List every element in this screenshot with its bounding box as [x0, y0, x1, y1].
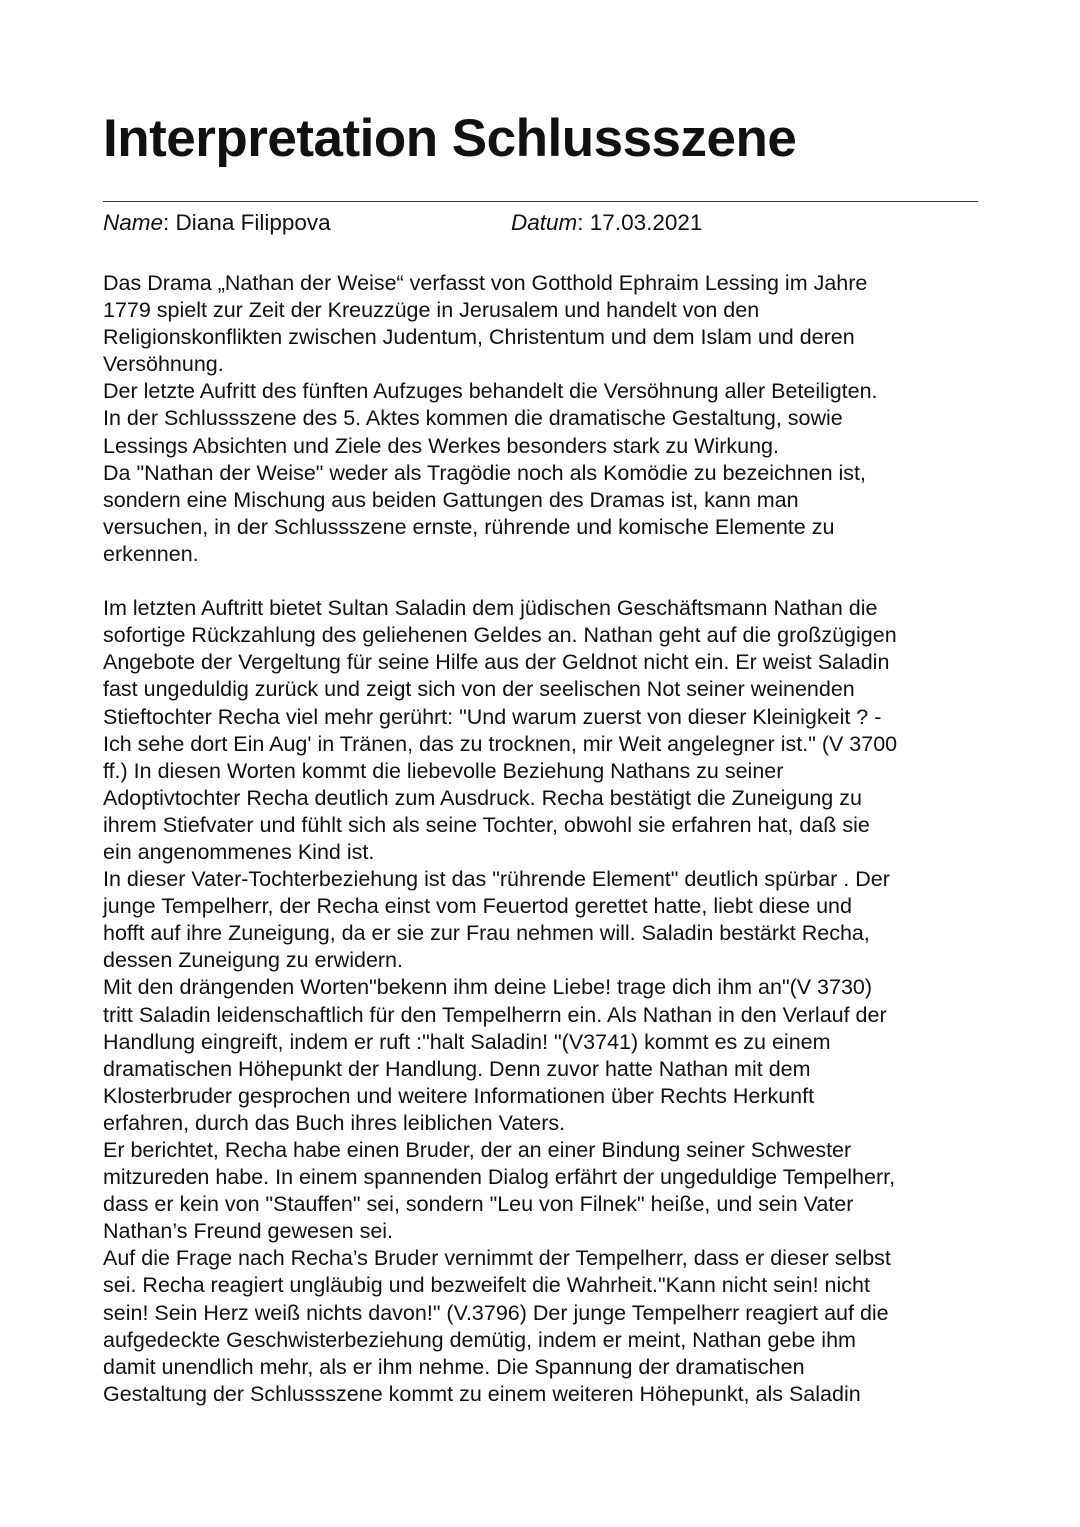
text-line: Im letzten Auftritt bietet Sultan Saladin dem jüdischen Geschäftsmann Nathan die [103, 596, 878, 621]
text-line: damit unendlich mehr, als er ihm nehme. Die Spannung der dramatischen [103, 1354, 805, 1379]
text-line: Versöhnung. [103, 352, 224, 377]
text-line: In der Schlussszene des 5. Aktes kommen die dramatische Gestaltung, sowie [103, 406, 843, 431]
text-line: Religionskonflikten zwischen Judentum, Christentum und dem Islam und deren [103, 325, 855, 350]
text-line: Angebote der Vergeltung für seine Hilfe aus der Geldnot nicht ein. Er weist Saladin [103, 650, 890, 675]
name-label: Name [103, 210, 164, 235]
text-line: Er berichtet, Recha habe einen Bruder, der an einer Bindung seiner Schwester [103, 1138, 852, 1162]
text-line: Adoptivtochter Recha deutlich zum Ausdruck. Recha bestätigt die Zuneigung zu [103, 785, 862, 810]
text-line: sondern eine Mischung aus beiden Gattungen des Dramas ist, kann man [103, 487, 799, 512]
text-line: 1779 spielt zur Zeit der Kreuzzüge in Jerusalem und handelt von den [103, 298, 760, 323]
date-field: Datum: 17.03.2021 [511, 210, 703, 235]
text-line: ein angenommenes Kind ist. [103, 839, 375, 864]
paragraph-gap [103, 568, 978, 595]
text-line: Klosterbruder gesprochen und weitere Informationen über Rechts Herkunft [103, 1083, 815, 1108]
text-line: Lessings Absichten und Ziele des Werkes besonders stark zu Wirkung. [103, 433, 779, 458]
text-line: versuchen, in der Schlussszene ernste, rührende und komische Elemente zu [103, 514, 835, 539]
text-line: Handlung eingreift, indem er ruft :"halt Saladin! "(V3741) kommt es zu einem [103, 1029, 831, 1054]
text-line: Da "Nathan der Weise" weder als Tragödie noch als Komödie zu bezeichnen ist, [103, 460, 867, 485]
text-line: ihrem Stiefvater und fühlt sich als seine Tochter, obwohl sie erfahren hat, daß sie [103, 812, 870, 837]
text-line: Auf die Frage nach Recha’s Bruder vernimmt der Tempelherr, dass er dieser selbst [103, 1246, 891, 1271]
text-line: In dieser Vater-Tochterbeziehung ist das "rührende Element" deutlich spürbar . Der [103, 867, 890, 892]
text-line: erfahren, durch das Buch ihres leiblichen Vaters. [103, 1110, 566, 1135]
text-line: Gestaltung der Schlussszene kommt zu einem weiteren Höhepunkt, als Saladin [103, 1381, 861, 1406]
text-line: Nathan’s Freund gewesen sei. [103, 1219, 394, 1244]
text-line: mitzureden habe. In einem spannenden Dialog erfährt der ungeduldige Tempelherr, [103, 1165, 896, 1190]
text-line: fast ungeduldig zurück und zeigt sich von der seelischen Not seiner weinenden [103, 677, 855, 702]
text-line: Der letzte Aufritt des fünften Aufzuges behandelt die Versöhnung aller Beteiligten. [103, 379, 878, 404]
text-line: erkennen. [103, 541, 199, 566]
name-field: Name: Diana Filippova [103, 210, 331, 235]
text-line: Ich sehe dort Ein Aug' in Tränen, das zu trocknen, mir Weit angelegner ist." (V 3700 [103, 731, 898, 756]
header-meta [103, 207, 978, 239]
text-line: hofft auf ihre Zuneigung, da er sie zur Frau nehmen will. Saladin bestärkt Recha, [103, 921, 870, 946]
text-line: sei. Recha reagiert ungläubig und bezweifelt die Wahrheit."Kann nicht sein! nicht [103, 1273, 870, 1298]
text-line: ff.) In diesen Worten kommt die liebevolle Beziehung Nathans zu seiner [103, 758, 784, 783]
text-line: sofortige Rückzahlung des geliehenen Geldes an. Nathan geht auf die großzügigen [103, 623, 897, 648]
date-value: 17.03.2021 [589, 210, 703, 235]
text-line: junge Tempelherr, der Recha einst vom Feuertod gerettet hatte, liebt diese und [103, 894, 852, 919]
title-divider [103, 201, 978, 202]
text-line: sein! Sein Herz weiß nichts davon!" (V.3796) Der junge Tempelherr reagiert auf die [103, 1300, 889, 1325]
name-value: Diana Filippova [175, 210, 331, 235]
text-line: dass er kein von "Stauffen" sei, sondern "Leu von Filnek" heiße, und sein Vater [103, 1192, 854, 1217]
text-line: Mit den drängenden Worten"bekenn ihm deine Liebe! trage dich ihm an"(V 3730) [103, 975, 873, 1000]
text-line: dessen Zuneigung zu erwidern. [103, 948, 403, 973]
date-label: Datum [511, 210, 578, 235]
text-line: aufgedeckte Geschwisterbeziehung demütig, indem er meint, Nathan gebe ihm [103, 1327, 856, 1352]
essay-body [103, 270, 978, 1408]
text-line: Das Drama „Nathan der Weise“ verfasst von Gotthold Ephraim Lessing im Jahre [103, 271, 868, 295]
text-line: tritt Saladin leidenschaftlich für den Tempelherrn ein. Als Nathan in den Verlauf der [103, 1002, 887, 1027]
text-line: dramatischen Höhepunkt der Handlung. Denn zuvor hatte Nathan mit dem [103, 1056, 811, 1081]
text-line: Stieftochter Recha viel mehr gerührt: "Und warum zuerst von dieser Kleinigkeit ? - [103, 704, 882, 729]
document-title: Interpretation Schlussszene [103, 109, 797, 168]
